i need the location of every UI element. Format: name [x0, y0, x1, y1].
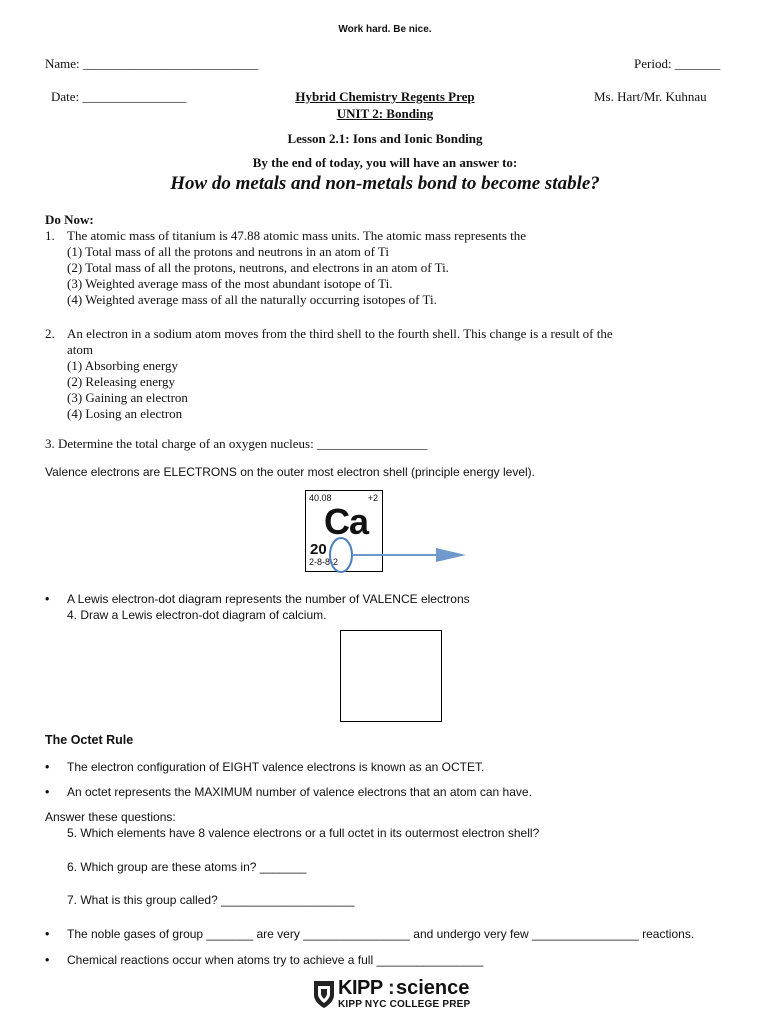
octet-heading: The Octet Rule	[45, 733, 134, 747]
q1-option-2[interactable]: (2) Total mass of all the protons, neutrons, and electrons in an atom of Ti.	[67, 260, 449, 275]
electron-configuration: 2-8-8-2	[309, 557, 339, 567]
name-line[interactable]: Name: ___________________________	[45, 56, 259, 71]
motto: Work hard. Be nice.	[338, 24, 432, 35]
lewis-drawing-box[interactable]	[340, 630, 442, 722]
shield-icon	[312, 979, 336, 1009]
atomic-mass: 40.08	[309, 493, 332, 503]
q2-option-4[interactable]: (4) Losing an electron	[67, 406, 183, 421]
q1-option-4[interactable]: (4) Weighted average mass of all the naturally occurring isotopes of Ti.	[67, 292, 437, 307]
lewis-bullet-icon: •	[45, 592, 50, 606]
q2-stem-cont: atom	[67, 342, 93, 357]
logo-colon-icon: :	[388, 977, 395, 999]
q5-text: 5. Which elements have 8 valence electrons or a full octet in its outermost electron shell?	[67, 826, 540, 840]
answer-prompt: Answer these questions:	[45, 810, 176, 824]
do-now-heading: Do Now:	[45, 212, 94, 227]
q6-text[interactable]: 6. Which group are these atoms in? _______	[67, 860, 307, 874]
period-line[interactable]: Period: _______	[634, 56, 721, 71]
octet-bullet-2: An octet represents the MAXIMUM number of valence electrons that an atom can have.	[67, 785, 532, 799]
logo-science: science	[396, 977, 470, 999]
lewis-definition: A Lewis electron-dot diagram represents the number of VALENCE electrons	[67, 592, 470, 606]
q1-option-1[interactable]: (1) Total mass of all the protons and neutrons in an atom of Ti	[67, 244, 390, 259]
q2-option-3[interactable]: (3) Gaining an electron	[67, 390, 188, 405]
unit-title: UNIT 2: Bonding	[336, 106, 434, 121]
intro-line: By the end of today, you will have an answer to:	[252, 155, 518, 170]
valence-arrow-icon	[320, 528, 470, 578]
q2-option-2[interactable]: (2) Releasing energy	[67, 374, 176, 389]
logo-kipp: KIPP	[338, 977, 383, 999]
q1-number: 1.	[45, 228, 55, 243]
lesson-title: Lesson 2.1: Ions and Ionic Bonding	[287, 131, 483, 146]
valence-definition: Valence electrons are ELECTRONS on the outer most electron shell (principle energy level).	[45, 465, 536, 479]
bullet-icon: •	[45, 760, 50, 774]
reactions-bullet[interactable]: Chemical reactions occur when atoms try to achieve a full ________________	[67, 953, 484, 967]
course-title: Hybrid Chemistry Regents Prep	[295, 89, 475, 104]
element-symbol: Ca	[324, 501, 369, 542]
bullet-icon: •	[45, 953, 50, 967]
date-line[interactable]: Date: ________________	[51, 89, 187, 104]
q1-stem: The atomic mass of titanium is 47.88 atomic mass units. The atomic mass represents the	[67, 228, 527, 243]
atomic-number: 20	[310, 541, 327, 558]
bullet-icon: •	[45, 785, 50, 799]
q1-option-3[interactable]: (3) Weighted average mass of the most abundant isotope of Ti.	[67, 276, 393, 291]
q7-text[interactable]: 7. What is this group called? ____________________	[67, 893, 355, 907]
q3-text[interactable]: 3. Determine the total charge of an oxygen nucleus: _________________	[45, 436, 428, 451]
kipp-science-logo	[312, 977, 482, 1013]
teachers: Ms. Hart/Mr. Kuhnau	[594, 89, 707, 104]
bullet-icon: •	[45, 927, 50, 941]
aim-question: How do metals and non-metals bond to become stable?	[170, 173, 600, 194]
logo-subtitle: KIPP NYC COLLEGE PREP	[338, 999, 471, 1010]
noble-gas-bullet[interactable]: The noble gases of group _______ are very ________________ and undergo very few ________________ reactions.	[67, 927, 695, 941]
q2-number: 2.	[45, 326, 55, 341]
q2-stem: An electron in a sodium atom moves from the third shell to the fourth shell. This change is a result of the	[67, 326, 613, 341]
q4-text: 4. Draw a Lewis electron-dot diagram of calcium.	[67, 608, 327, 622]
q2-option-1[interactable]: (1) Absorbing energy	[67, 358, 178, 373]
oxidation-state: +2	[367, 493, 378, 503]
octet-bullet-1: The electron configuration of EIGHT valence electrons is known as an OCTET.	[67, 760, 485, 774]
